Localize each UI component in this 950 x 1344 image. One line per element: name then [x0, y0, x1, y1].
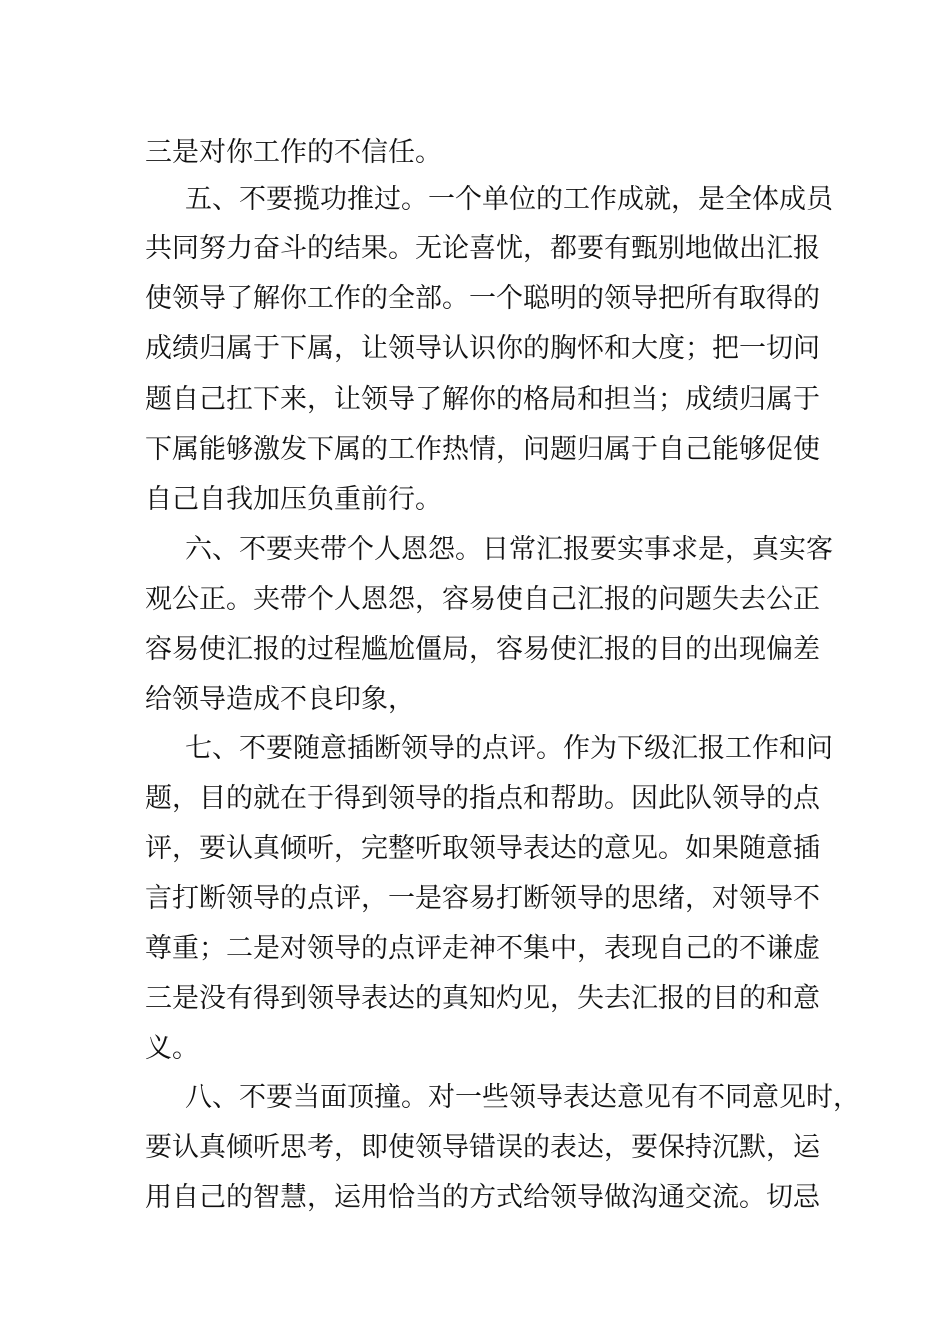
text-line: 共同努力奋斗的结果。无论喜忧，都要有甄别地做出汇报	[145, 233, 820, 264]
text-line: 三是对你工作的不信任。	[145, 137, 442, 168]
text-line: 五、不要揽功推过。一个单位的工作成就，是全体成员	[185, 184, 833, 215]
text-line: 题，目的就在于得到领导的指点和帮助。因此队领导的点	[145, 783, 820, 814]
text-line: 尊重；二是对领导的点评走神不集中，表现自己的不谦虚	[145, 933, 820, 964]
text-line: 七、不要随意插断领导的点评。作为下级汇报工作和问	[185, 733, 833, 764]
text-line: 八、不要当面顶撞。对一些领导表达意见有不同意见时，	[185, 1082, 860, 1113]
text-line: 六、不要夹带个人恩怨。日常汇报要实事求是，真实客	[185, 534, 833, 565]
text-line: 义。	[145, 1033, 199, 1064]
text-line: 使领导了解你工作的全部。一个聪明的领导把所有取得的	[145, 283, 820, 314]
text-line: 容易使汇报的过程尴尬僵局，容易使汇报的目的出现偏差	[145, 634, 820, 665]
text-line: 下属能够激发下属的工作热情，问题归属于自己能够促使	[145, 434, 820, 465]
text-line: 要认真倾听思考，即使领导错误的表达，要保持沉默，运	[145, 1132, 820, 1163]
text-line: 观公正。夹带个人恩怨，容易使自己汇报的问题失去公正	[145, 584, 820, 615]
text-line: 成绩归属于下属，让领导认识你的胸怀和大度；把一切问	[145, 333, 820, 364]
text-line: 言打断领导的点评，一是容易打断领导的思绪，对领导不	[145, 883, 820, 914]
text-line: 给领导造成不良印象，	[145, 684, 415, 715]
text-line: 题自己扛下来，让领导了解你的格局和担当；成绩归属于	[145, 384, 820, 415]
text-line: 三是没有得到领导表达的真知灼见，失去汇报的目的和意	[145, 983, 820, 1014]
text-line: 自己自我加压负重前行。	[145, 484, 442, 515]
text-line: 评，要认真倾听，完整听取领导表达的意见。如果随意插	[145, 833, 820, 864]
text-line: 用自己的智慧，运用恰当的方式给领导做沟通交流。切忌	[145, 1182, 820, 1213]
